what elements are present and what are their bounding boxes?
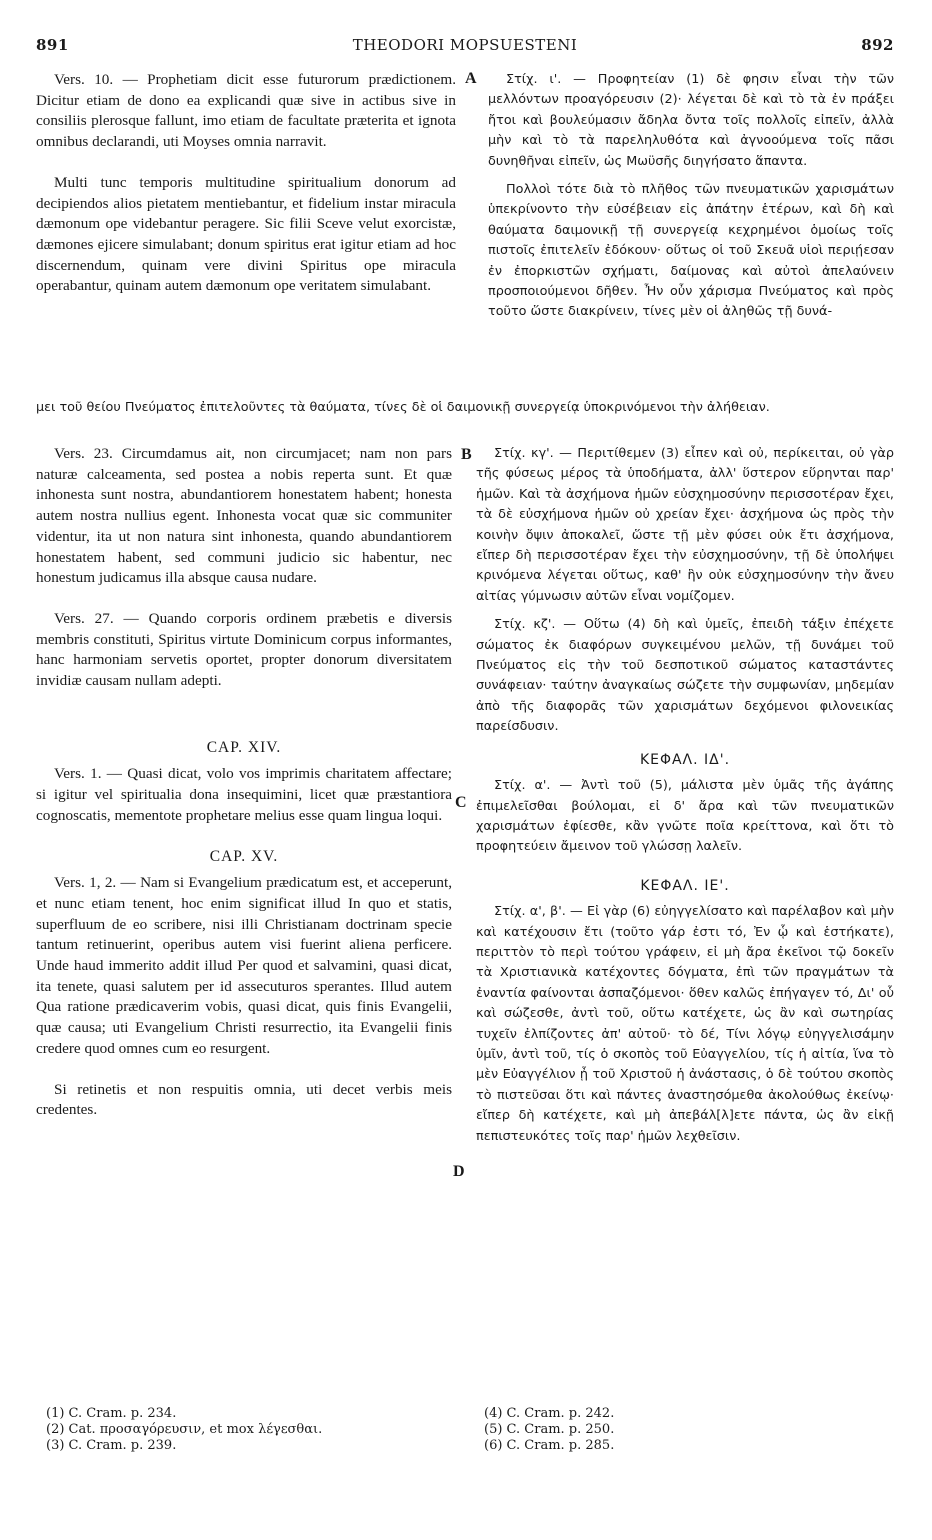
greek-kef-15-stich-1-2: Στίχ. α', β'. — Εἰ γὰρ (6) εὐηγγελίσατο καὶ παρέλαβον καὶ μὴν καὶ κατέχουσιν ἔτι (τοῦτο γάρ ἐστι τό, Ἐν ᾧ καὶ ἑστήκατε), περιττὸν τὸ περὶ τούτου γράφειν, εἰ μὴ ἄρα ἐκεῖνοι τῷ δοκεῖν τὰ Χριστιανικὰ κατέχοντες δόγματα, ἐπὶ τῶν πραγμάτων τὰ ἐναντία φαίνονται ἀσπαζόμενοι· ὅθεν καλῶς ἐπήγαγεν τό, Δι' οὗ καὶ σώζεσθε, ἀντὶ τοῦ, οὕτω κατέχετε, ὡς ἂν καὶ σωτηρίας τυχεῖν ἐλπίζοντες ἀπ' αὐτοῦ· τὸ δέ, Τίνι λόγῳ εὐηγγελισάμην ὑμῖν, ἀντὶ τοῦ, τίς ὁ σκοπὸς τοῦ Εὐαγγελίου, τίς ἡ αἰτία, ἵνα τὸ μὲν Εὐαγγέλιον ᾖ τοῦ Χριστοῦ ἡ ἀνάστασις, ὁ δὲ τούτου σκοπὸς τὸ πιστεῦσαι ὅτι καὶ πάντες ἀναστησόμεθα ἀκολούθως ἐκείνῳ· εἴπερ δὴ κατέχετε, καὶ μὴ ἀπεβάλ[λ]ετε πάντα, ὡς ἂν εἰκῇ πεπιστευκότες τοῖς παρ' ἡμῶν λεχθεῖσιν. bbox=[476, 904, 894, 1144]
latin-vers-10: Vers. 10. — Prophetiam dicit esse futurorum prædictionem. Dicitur etiam de dono ea explicandi quæ sive in actibus sive in consiliis plerosque fallunt, imo etiam de facultate præterita et ignota omnibus declarandi, uti Moyses omnia narravit. bbox=[36, 71, 456, 151]
greek-kef-14-heading: ΚΕΦΑΛ. ΙΔ'. bbox=[639, 751, 731, 768]
running-title: THEODORI MOPSUESTENI bbox=[352, 36, 578, 54]
greek-polloi: Πολλοὶ τότε διὰ τὸ πλῆθος τῶν πνευματικῶν χαρισμάτων ὑπεκρίνοντο τὴν εὐσέβειαν εἰς ἀπάτην ἑτέρων, καὶ δὴ καὶ θαύματα δαιμονικῇ τῇ συνεργείᾳ κεχρημένοι ὁμοίως τοῖς πιστοῖς ἐπιτελεῖν ἐδόκουν· οὕτως οἱ τοῦ Σκευᾶ υἱοὶ περιῄεσαν ἐν ἐπορκιστῶν σχήματι, δαίμονας καὶ αὐτοὶ ἀπελαύνειν προσποιούμενοι δῆθεν. Ἦν οὖν χάρισμα Πνεύματος καὶ πρὸς τοῦτο ὥστε διακρίνειν, τίνες μὲν οἱ ἀληθῶς τῇ δυνά- bbox=[488, 182, 894, 320]
latin-cap-15-heading: CAP. XV. bbox=[209, 847, 279, 865]
latin-column-top bbox=[36, 70, 456, 392]
footnote-2: (2) Cat. προσαγόρευσιν, et mox λέγεσθαι. bbox=[46, 1421, 323, 1437]
greek-continuation-wide bbox=[36, 398, 894, 442]
greek-stich-27: Στίχ. κζ'. — Οὕτω (4) δὴ καὶ ὑμεῖς, ἐπειδὴ τάξιν ἐπέχετε σώματος ἐκ διαφόρων συγκειμένου μελῶν, τῇ δυνάμει τοῦ Πνεύματος εἰς τὴν τοῦ δεσποτικοῦ σώματος καταστάντες συνάφειαν· ταύτην ἀναγκαίως σώζετε τὴν συμφωνίαν, μηδεμίαν ἀπὸ τῆς διαφορᾶς τῶν χαρισμάτων δεχόμενοι φιλονεικίας παρείσδυσιν. bbox=[476, 617, 894, 735]
latin-cap-15-vers-1-2: Vers. 1, 2. — Nam si Evangelium prædicatum est, et acceperunt, et nunc etiam tenent, hoc enim significat illud In quo et statis, superfluum de eo scribere, nisi illi Christianam doctrinam specie tantum retinuerint, operibus autem visi fuerint aliena perficere. Unde haud immerito addit illud Per quod et salvamini, quasi dicat, ita tenete, quasi salutem per id assecuturos sperantes. Illud autem Qua ratione prædicaverim vobis, quasi dicat, quis finis Evangelii, quæ causa; uti Evangelium Christi resurrectio, ita Evangelii finis credere quod omnes cum eo resurgent. bbox=[36, 874, 452, 1057]
greek-kef-14-stich-1: Στίχ. α'. — Ἀντὶ τοῦ (5), μάλιστα μὲν ὑμᾶς τῆς ἀγάπης ἐπιμελεῖσθαι βούλομαι, εἰ δ' ἄρα καὶ τῶν πνευματικῶν χαρισμάτων ἐφίεσθε, κἂν γνῶτε ποῖα κρείττονα, καὶ ὅτι τὸ προφητεύειν ἄμεινον τοῦ γλώσσῃ λαλεῖν. bbox=[476, 778, 894, 855]
margin-marker-a: A bbox=[465, 70, 477, 87]
latin-closing: Si retinetis et non respuitis omnia, uti decet verbis meis credentes. bbox=[36, 1080, 452, 1119]
page-header bbox=[36, 36, 894, 58]
greek-stich-23: Στίχ. κγ'. — Περιτίθεμεν (3) εἶπεν καὶ οὐ, περίκειται, οὐ γὰρ τῆς φύσεως μέρος τὰ ὑποδήματα, ἀλλ' ὕστερον εὕρηνται παρ' ἡμῶν. Καὶ τὰ ἀσχήμονα ἡμῶν εὐσχημοσύνην περισσοτέραν ἔχει, τὰ δὲ εὐσχήμονα ἡμῶν οὐ χρείαν ἔχει· ἀσχήμονα ὡς πρὸς τὴν κοινὴν ὄψιν ἀποκαλεῖ, ὥστε τῇ μὲν φύσει οὐκ ἔτι ἀσχήμονα, εἴπερ δὴ περισσοτέραν ἔχει τὴν εὐσχημοσύνην, τῇ δὲ ὑπολήψει κρινόμενα λέγεται οὕτως, καθ' ἣν οὐκ εὐσχημοσύνην τὴν ἄνευ αἰτίας γύμνωσιν αὐτῶν εἶναι νομίζομεν. bbox=[476, 446, 894, 604]
latin-cap-14-heading: CAP. XIV. bbox=[206, 738, 282, 756]
footnote-1: (1) C. Cram. p. 234. bbox=[46, 1406, 177, 1421]
footnote-3: (3) C. Cram. p. 239. bbox=[46, 1437, 177, 1453]
page-number-left: 891 bbox=[36, 36, 69, 54]
footnotes-right bbox=[484, 1406, 884, 1466]
margin-marker-c: C bbox=[455, 794, 467, 811]
greek-continuation-text: μει τοῦ θείου Πνεύματος ἐπιτελοῦντες τὰ θαύματα, τίνες δὲ οἱ δαιμονικῇ συνεργείᾳ ὑποκρινόμενοι τὴν ἀλήθειαν. bbox=[36, 400, 770, 415]
footnote-6: (6) C. Cram. p. 285. bbox=[484, 1437, 615, 1453]
footnote-4: (4) C. Cram. p. 242. bbox=[484, 1406, 615, 1421]
page-number-right: 892 bbox=[861, 36, 894, 54]
greek-column-top bbox=[488, 70, 894, 400]
greek-stich-10: Στίχ. ι'. — Προφητείαν (1) δὲ φησιν εἶναι τὴν τῶν μελλόντων προαγόρευσιν (2)· λέγεται δὲ καὶ τὸ τὰ ἐν πράξει ἤτοι καὶ βουλεύμασιν ἄδηλα ὄντα τοῖς πολλοῖς εἰπεῖν, ἀλλὰ μὴν καὶ τὸ τὰ παρεληλυθότα καὶ ἀγνοούμενα τοῖς πᾶσι δυνηθῆναι εἰπεῖν, ὡς Μωϋσῆς διηγήσατο ἅπαντα. bbox=[488, 72, 894, 169]
margin-marker-b: B bbox=[461, 446, 472, 463]
margin-marker-d: D bbox=[453, 1163, 465, 1180]
greek-column-bottom bbox=[476, 444, 894, 1394]
greek-kef-15-heading: ΚΕΦΑΛ. ΙΕ'. bbox=[640, 877, 730, 894]
latin-vers-27: Vers. 27. — Quando corporis ordinem præbetis e diversis membris constituti, Spiritus virtute Dominicum corpus informantes, hanc harmoniam servetis oportet, propter donorum diversitatem invidiæ causam nullam adepti. bbox=[36, 609, 452, 690]
latin-vers-23: Vers. 23. Circumdamus ait, non circumjacet; nam non pars naturæ calceamenta, sed postea a nobis reperta sunt. Et quæ inhonesta sunt nostra, abundantiorem honestatem habent; honesta autem nostra nullius egent. Inhonesta vocat quæ sic communiter videntur, ita ut non natura sint inhonesta, quando abundantiorem honestatem habent, sed communi judicio sic habentur, nec honestum judicamus illa absque causa nudare. bbox=[36, 445, 452, 587]
footnotes-left bbox=[46, 1406, 446, 1466]
latin-column-bottom bbox=[36, 444, 452, 1394]
footnote-5: (5) C. Cram. p. 250. bbox=[484, 1421, 615, 1437]
latin-multi-tunc: Multi tunc temporis multitudine spiritualium donorum ad decipiendos alios pietatem mentiebantur, et fidelium instar miracula dæmonum ope videbantur peragere. Sic filii Sceve velut exorcistæ, dæmones ejicere simulabant; donum spiritus erat igitur etiam ad hoc discernendum, quinam vere divini Spiritus ope miracula operabantur, quinam autem dæmonum ope veritatem simulabant. bbox=[36, 173, 456, 295]
latin-cap-14-vers-1: Vers. 1. — Quasi dicat, volo vos imprimis charitatem affectare; si igitur vel spiritualia dona insequimini, licet quæ præstantiora cognoscatis, mementote prophetare melius esse quam lingua loqui. bbox=[36, 765, 452, 824]
